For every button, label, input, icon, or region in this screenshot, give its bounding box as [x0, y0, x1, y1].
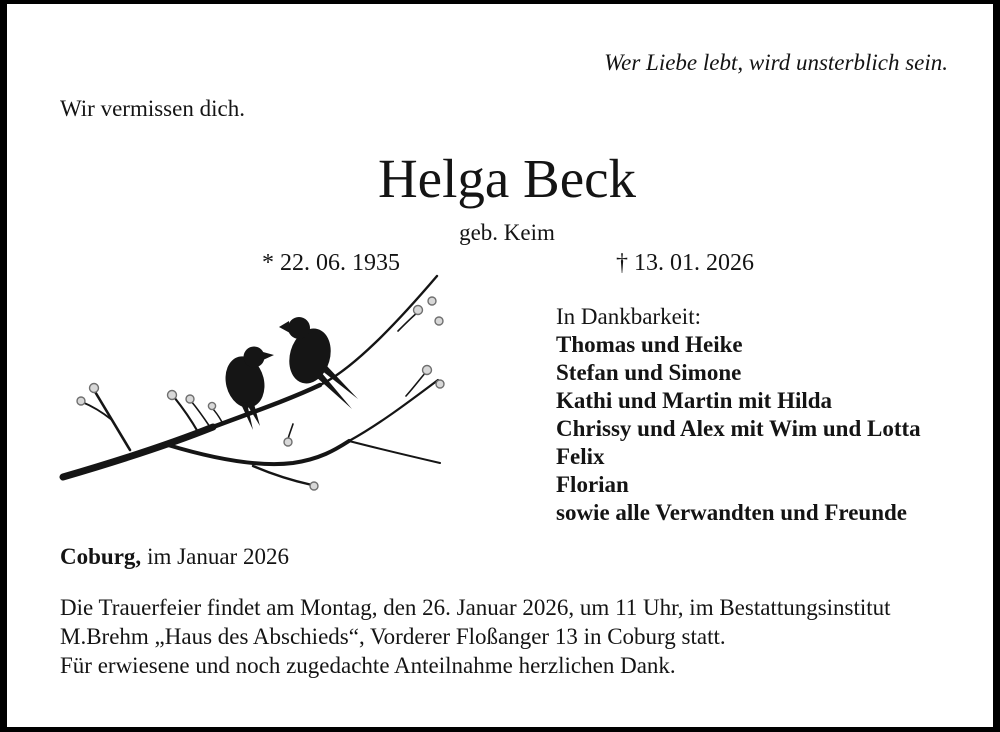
mourner-line: Chrissy und Alex mit Wim und Lotta	[556, 416, 921, 441]
mourner-line: Felix	[556, 444, 605, 469]
thanks-line: Für erwiesene und noch zugedachte Anteilnahme herzlichen Dank.	[60, 653, 676, 678]
birth-date: * 22. 06. 1935	[262, 250, 400, 276]
place-date-line	[60, 544, 289, 570]
mourner-line: Florian	[556, 472, 629, 497]
funeral-info-block	[60, 593, 891, 680]
epigraph-quote: Wer Liebe lebt, wird unsterblich sein.	[604, 50, 948, 75]
funeral-line-1: Die Trauerfeier findet am Montag, den 26. Januar 2026, um 11 Uhr, im Bestattungsinstitut	[60, 595, 891, 620]
mourner-line: Thomas und Heike	[556, 332, 743, 357]
month-year: im Januar 2026	[147, 544, 289, 569]
mourners-block	[556, 303, 921, 527]
mourner-line: sowie alle Verwandten und Freunde	[556, 500, 908, 525]
place-name: Coburg,	[60, 544, 142, 569]
mourner-line: Kathi und Martin mit Hilda	[556, 388, 833, 413]
birds-on-branch-icon	[48, 264, 448, 504]
mourner-line: Stefan und Simone	[556, 360, 742, 385]
farewell-line: Wir vermissen dich.	[60, 96, 245, 121]
death-date: † 13. 01. 2026	[616, 250, 754, 276]
funeral-line-2: M.Brehm „Haus des Abschieds“, Vorderer Floßanger 13 in Coburg statt.	[60, 624, 726, 649]
maiden-name: geb. Keim	[459, 220, 555, 245]
deceased-name: Helga Beck	[377, 148, 637, 209]
gratitude-heading: In Dankbarkeit:	[556, 304, 701, 329]
